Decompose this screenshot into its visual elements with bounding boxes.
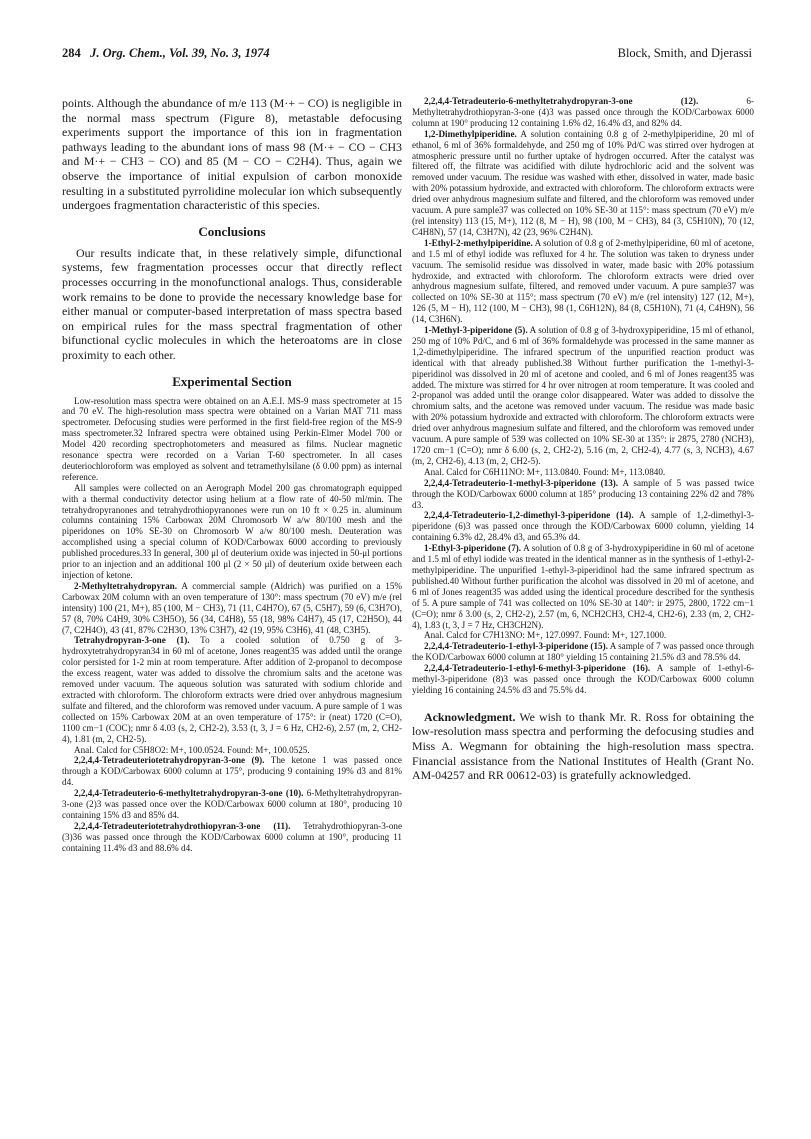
page-header: [62, 46, 752, 66]
procedure-text: 6-Methyltetrahydrothiopyran-3-one (4)3 was passed once through the KOD/Carbowax 6000 column at 190° producing 12 containing 1.6% d2, 16.4% d3, and 82% d4.: [412, 96, 754, 128]
procedure-compound-11: [62, 821, 402, 854]
procedure-text: A sample of 7 was passed once through the KOD/Carbowax 6000 column at 180° yielding 15 containing 21.5% d3 and 78.5% d4.: [412, 641, 754, 663]
experimental-heading: Experimental Section: [172, 373, 292, 389]
procedure-title: 2,2,4,4-Tetradeuterio-6-methyltetrahydropyran-3-one (12).: [424, 96, 699, 106]
procedure-title: 2,2,4,4-Tetradeuterio-6-methyltetrahydropyran-3-one (10).: [74, 788, 304, 799]
procedure-compound-14: [412, 510, 754, 543]
experimental-paragraph-2: All samples were collected on an Aerograph Model 200 gas chromatograph equipped with a thermal conductivity detector using helium at a flow rate of 40-50 ml/min. The tetrahydropyranones and tetrahydrothiopyranones were run on 10 ft × 0.25 in. aluminum columns containing 15% Carbowax 20M Chromosorb W a/w 80/100 mesh and the piperidones on 10% SE-30 on Chromosorb W a/w 80/100 mesh. Deuteration was accomplished using a special column of KOD/Carbowax 6000 according to previously published procedures.33 In general, 300 μl of deuterium oxide was injected in 50-μl portions prior to an injection and an additional 100 μl (2 × 50 μl) of deuterium oxide between each injection of ketone.: [62, 482, 402, 580]
header-authors: Block, Smith, and Djerassi: [617, 46, 752, 60]
procedure-text: A solution containing 0.8 g of 2-methylpiperidine, 20 ml of ethanol, 6 ml of 36% formaldehyde, and 250 mg of 10% Pd/C was stirred over hydrogen at atmospheric pressure until no further uptake of hydrogen occurred. After the catalyst was filtered off, the filtrate was acidified with dilute hydrochloric acid and the solvent was removed under vacuum. The residue was washed with ether, dissolved in water, made basic with 20% potassium hydroxide, and extracted with chloroform. The chloroform extracts were dried over anhydrous magnesium sulfate and filtered, and the chloroform was removed under vacuum. A pure sample37 was collected on 10% SE-30 at 115°: mass spectrum (70 eV) m/e (rel intensity) 113 (15, M+), 112 (8, M − H), 98 (100, M − CH3), 84 (3, C5H10N), 70 (12, C4H8N), 57 (14, C3H7N), 42 (23, 96% C2H4N).: [412, 128, 754, 237]
procedure-title: 2-Methyltetrahydropyran.: [74, 580, 177, 591]
page-number: 284: [62, 46, 81, 60]
procedure-dimethylpiperidine: [412, 129, 754, 238]
analysis-line: Anal. Calcd for C6H11NO: M+, 113.0840. Found: M+, 113.0840.: [424, 466, 666, 477]
conclusions-heading: Conclusions: [198, 223, 266, 239]
procedure-title: 1,2-Dimethylpiperidine.: [424, 128, 517, 139]
procedure-compound-7: [412, 543, 754, 630]
experimental-paragraph-1: Low-resolution mass spectra were obtained on an A.E.I. MS-9 mass spectrometer at 15 and 70 eV. The high-resolution mass spectra were obtained on a Varian MAT 711 mass spectrometer. Defocusing studies were performed in the first field-free region of the MS-9 mass spectrometer.32 Infrared spectra were obtained using Perkin-Elmer Model 700 or Model 420 recording spectrophotometers and measured as films. Nuclear magnetic resonance spectra were recorded on a Varian T-60 spectrometer. In all cases deuteriochloroform was employed as solvent and tetramethylsilane (δ 0.00 ppm) as internal reference.: [62, 395, 402, 482]
intro-paragraph: points. Although the abundance of m/e 113 (M·+ − CO) is negligible in the normal mass spectrum (Figure 8), metastable defocusing experiments support the importance of this ion in fragmentation pathways leading to the abundant ions of mass 98 (M·+ − CO − CH3 and M·+ − CH3 − CO) and 85 (M − CO − C2H4). Thus, again we observe the importance of initial expulsion of carbon monoxide resulting in a substituted pyrrolidine molecular ion which subsequently undergoes fragmentation characteristic of this species.: [62, 96, 402, 213]
procedure-title: 2,2,4,4-Tetradeuterio-1-ethyl-3-piperidone (15).: [424, 641, 608, 652]
procedure-title: 2,2,4,4-Tetradeuteriotetrahydrothiopyran-3-one (11).: [74, 820, 291, 831]
acknowledgment-paragraph: [412, 710, 754, 783]
procedure-compound-9: [62, 755, 402, 788]
procedure-text: A solution of 0.8 g of 3-hydroxypiperidine in 60 ml of acetone and 1.5 ml of ethyl iodide was treated in the identical manner as in the synthesis of 1-ethyl-2-methylpiperidine. The unpurified 1-ethyl-3-piperidinol had the same infrared spectrum as published.40 Without further purification the alcohol was dissolved in 20 ml of acetone, and 6 ml of Jones reagent35 was added using the identical procedure described for the synthesis of 5. A pure sample of 741 was collected on 10% SE-30 at 140°: ir 2975, 2800, 1722 cm−1 (C=O); nmr δ 3.00 (s, 2, CH2-2), 2.57 (m, 6, NCH2CH3, CH2-4, CH2-6), 2.33 (m, 2, CH2-4), 1.83 (t, 3, J = 7 Hz, CH3CH2N).: [412, 543, 754, 630]
procedure-text: A commercial sample (Aldrich) was purified on a 15% Carbowax 20M column with an oven temperature of 130°: mass spectrum (70 eV) m/e (rel intensity) 100 (21, M+), 85 (100, M − CH3), 71 (11, C4H7O), 67 (5, C5H7), 59 (6, C3H7O), 57 (8, 70% C4H9, 30% C3H5O), 56 (34, C4H8), 55 (18, 98% C4H7), 45 (17, C2H5O), 44 (7, C2H4O), 43 (41, 87% C2H3O, 13% C3H7), 42 (19, 95% C3H6), 41 (48, C3H5).: [62, 580, 402, 635]
acknowledgment-text: We wish to thank Mr. R. Ross for obtaining the low-resolution mass spectra and performing the defocusing studies and Miss A. Wegmann for obtaining the high-resolution mass spectra. Financial assistance from the National Institutes of Health (Grant No. AM-04257 and RR 00612-03) is gratefully acknowledged.: [412, 709, 754, 783]
procedure-compound-15: [412, 641, 754, 663]
journal-citation: J. Org. Chem., Vol. 39, No. 3, 1974: [90, 46, 270, 60]
procedure-title: 1-Methyl-3-piperidone (5).: [424, 325, 528, 336]
procedure-text: A sample of 5 was passed twice through the KOD/Carbowax 6000 column at 185° producing 13 containing 22% d2 and 78% d3.: [412, 477, 754, 510]
procedure-title: 1-Ethyl-3-piperidone (7).: [424, 543, 522, 554]
procedure-title: 2,2,4,4-Tetradeuterio-1-ethyl-6-methyl-3-piperidone (16).: [424, 663, 651, 674]
procedure-title: 2,2,4,4-Tetradeuteriotetrahydropyran-3-one (9).: [74, 755, 265, 766]
procedure-compound-12: [412, 96, 754, 129]
analysis-line: Anal. Calcd for C7H13NO: M+, 127.0997. Found: M+, 127.1000.: [424, 630, 667, 641]
procedure-text: A solution of 0.8 g of 3-hydroxypiperidine, 15 ml of ethanol, 250 mg of 10% Pd/C, and 6 ml of 36% formaldehyde was processed in the same manner as 1,2-dimethylpiperidine. The infrared spectrum of the unpurified reaction product was identical with that already published.38 Without further purification the 1-methyl-3-piperidinol was dissolved in 20 ml of acetone and cooled, and 6 ml of Jones reagent35 was added. The mixture was stirred for 4 hr over nitrogen at room temperature. It was cooled and 2-propanol was added until the orange color disappeared. Water was added to dissolve the chromium salts, and the acetone was removed under vacuum. The residue was made basic with 20% potassium hydroxide and extracted with chloroform. The chloroform extracts were dried over anhydrous magnesium sulfate and filtered, and the chloroform was removed under vacuum. A pure sample of 539 was collected on 10% SE-30 at 135°: ir 2875, 2780 (NCH3), 1720 cm−1 (C=O); nmr δ 6.00 (s, 2, CH2-2), 5.16 (m, 2, CH2-4), 4.77 (s, 3, NCH3), 4.67 (m, 2, CH2-6), 4.13 (m, 2, CH2-5).: [412, 325, 755, 466]
procedure-title: 2,2,4,4-Tetradeuterio-1,2-dimethyl-3-piperidone (14).: [424, 510, 634, 521]
header-left: [62, 46, 270, 61]
left-column: [62, 96, 402, 854]
procedure-compound-16: [412, 663, 754, 696]
procedure-title: Tetrahydropyran-3-one (1).: [74, 635, 190, 646]
procedure-text: A solution of 0.8 g of 2-methylpiperidine, 60 ml of acetone, and 1.5 ml of ethyl iodide was refluxed for 4 hr. The solution was taken to dryness under vacuum. The semisolid residue was dissolved in water, made basic with 20% potassium hydroxide, and extracted with chloroform. The chloroform extracts were dried over anhydrous magnesium sulfate, filtered, and removed under vacuum. A pure sample37 was collected on 10% SE-30 at 115°; mass spectrum (70 eV) m/e (rel intensity) 127 (12, M+), 126 (5, M − H), 112 (100, M − CH3), 98 (1, C6H12N), 84 (8, C5H10N), 71 (4, C4H9N), 56 (14, C3H6N).: [412, 237, 754, 325]
analysis-line: Anal. Calcd for C5H8O2: M+, 100.0524. Found: M+, 100.0525.: [74, 744, 310, 755]
procedure-text: The ketone 1 was passed once through a KOD/Carbowax 6000 column at 175°, producing 9 containing 19% d3 and 81% d4.: [62, 755, 402, 788]
procedure-compound-5: [412, 325, 754, 467]
procedure-compound-10: [62, 788, 402, 821]
procedure-text: A sample of 1-ethyl-6-methyl-3-piperidone (8)3 was passed once through the KOD/Carbowax 6000 column yielding 16 containing 24.5% d3 and 75.5% d4.: [412, 663, 754, 695]
procedure-compound-13: [412, 478, 754, 511]
procedure-text: 6-Methyltetrahydropyran-3-one (2)3 was passed once over the KOD/Carbowax 6000 column at 180°, producing 10 containing 15% d3 and 85% d4.: [62, 788, 402, 820]
acknowledgment-title: Acknowledgment.: [424, 709, 516, 724]
procedure-ethylmethylpiperidine: [412, 238, 754, 325]
procedure-title: 2,2,4,4-Tetradeuterio-1-methyl-3-piperidone (13).: [424, 477, 619, 488]
conclusions-paragraph: Our results indicate that, in these relatively simple, difunctional systems, few fragmentation processes occur that directly reflect processes occurring in the monofunctional analogs. Thus, considerable work remains to be done to provide the necessary knowledge base for either manual or computer-based interpretation of mass spectra based on empirical rules for the mass spectral fragmentation of other bifunctional cyclic molecules in which the heteroatoms are in close proximity to each other.: [62, 245, 402, 362]
procedure-title: 1-Ethyl-2-methylpiperidine.: [424, 237, 533, 248]
procedure-text: Tetrahydrothiopyran-3-one (3)36 was passed once through the KOD/Carbowax 6000 column at 190°, producing 11 containing 11.4% d3 and 88.6% d4.: [62, 820, 402, 853]
procedure-methyltetrahydropyran: [62, 581, 402, 636]
procedure-text: To a cooled solution of 0.750 g of 3-hydroxytetrahydropyran34 in 60 ml of acetone, Jones reagent35 was added until the orange color persisted for 1-2 min at room temperature. After addition of 2-propanol to decompose the excess reagent, water was added to dissolve the chromium salts and the acetone was removed under vacuum. The aqueous solution was saturated with sodium chloride and extracted with chloroform. The chloroform extracts were dried over anhydrous magnesium sulfate and filtered, and the chloroform was removed under vacuum. A pure sample of 1 was collected on 15% Carbowax 20M at an oven temperature of 175°: ir (neat) 1720 (C=O), 1100 cm−1 (COC); nmr δ 4.03 (s, 2, CH2-2), 3.53 (t, 3, J = 6 Hz, CH2-6), 2.57 (m, 2, CH2-4), 1.81 (m, 2, CH2-5).: [62, 635, 402, 744]
procedure-text: A sample of 1,2-dimethyl-3-piperidone (6)3 was passed once through the KOD/Carbowax 6000 column, yielding 14 containing 6.3% d2, 28.4% d3, and 65.3% d4.: [412, 510, 754, 543]
procedure-tetrahydropyran-3-one: [62, 635, 402, 744]
right-column: [412, 96, 754, 783]
